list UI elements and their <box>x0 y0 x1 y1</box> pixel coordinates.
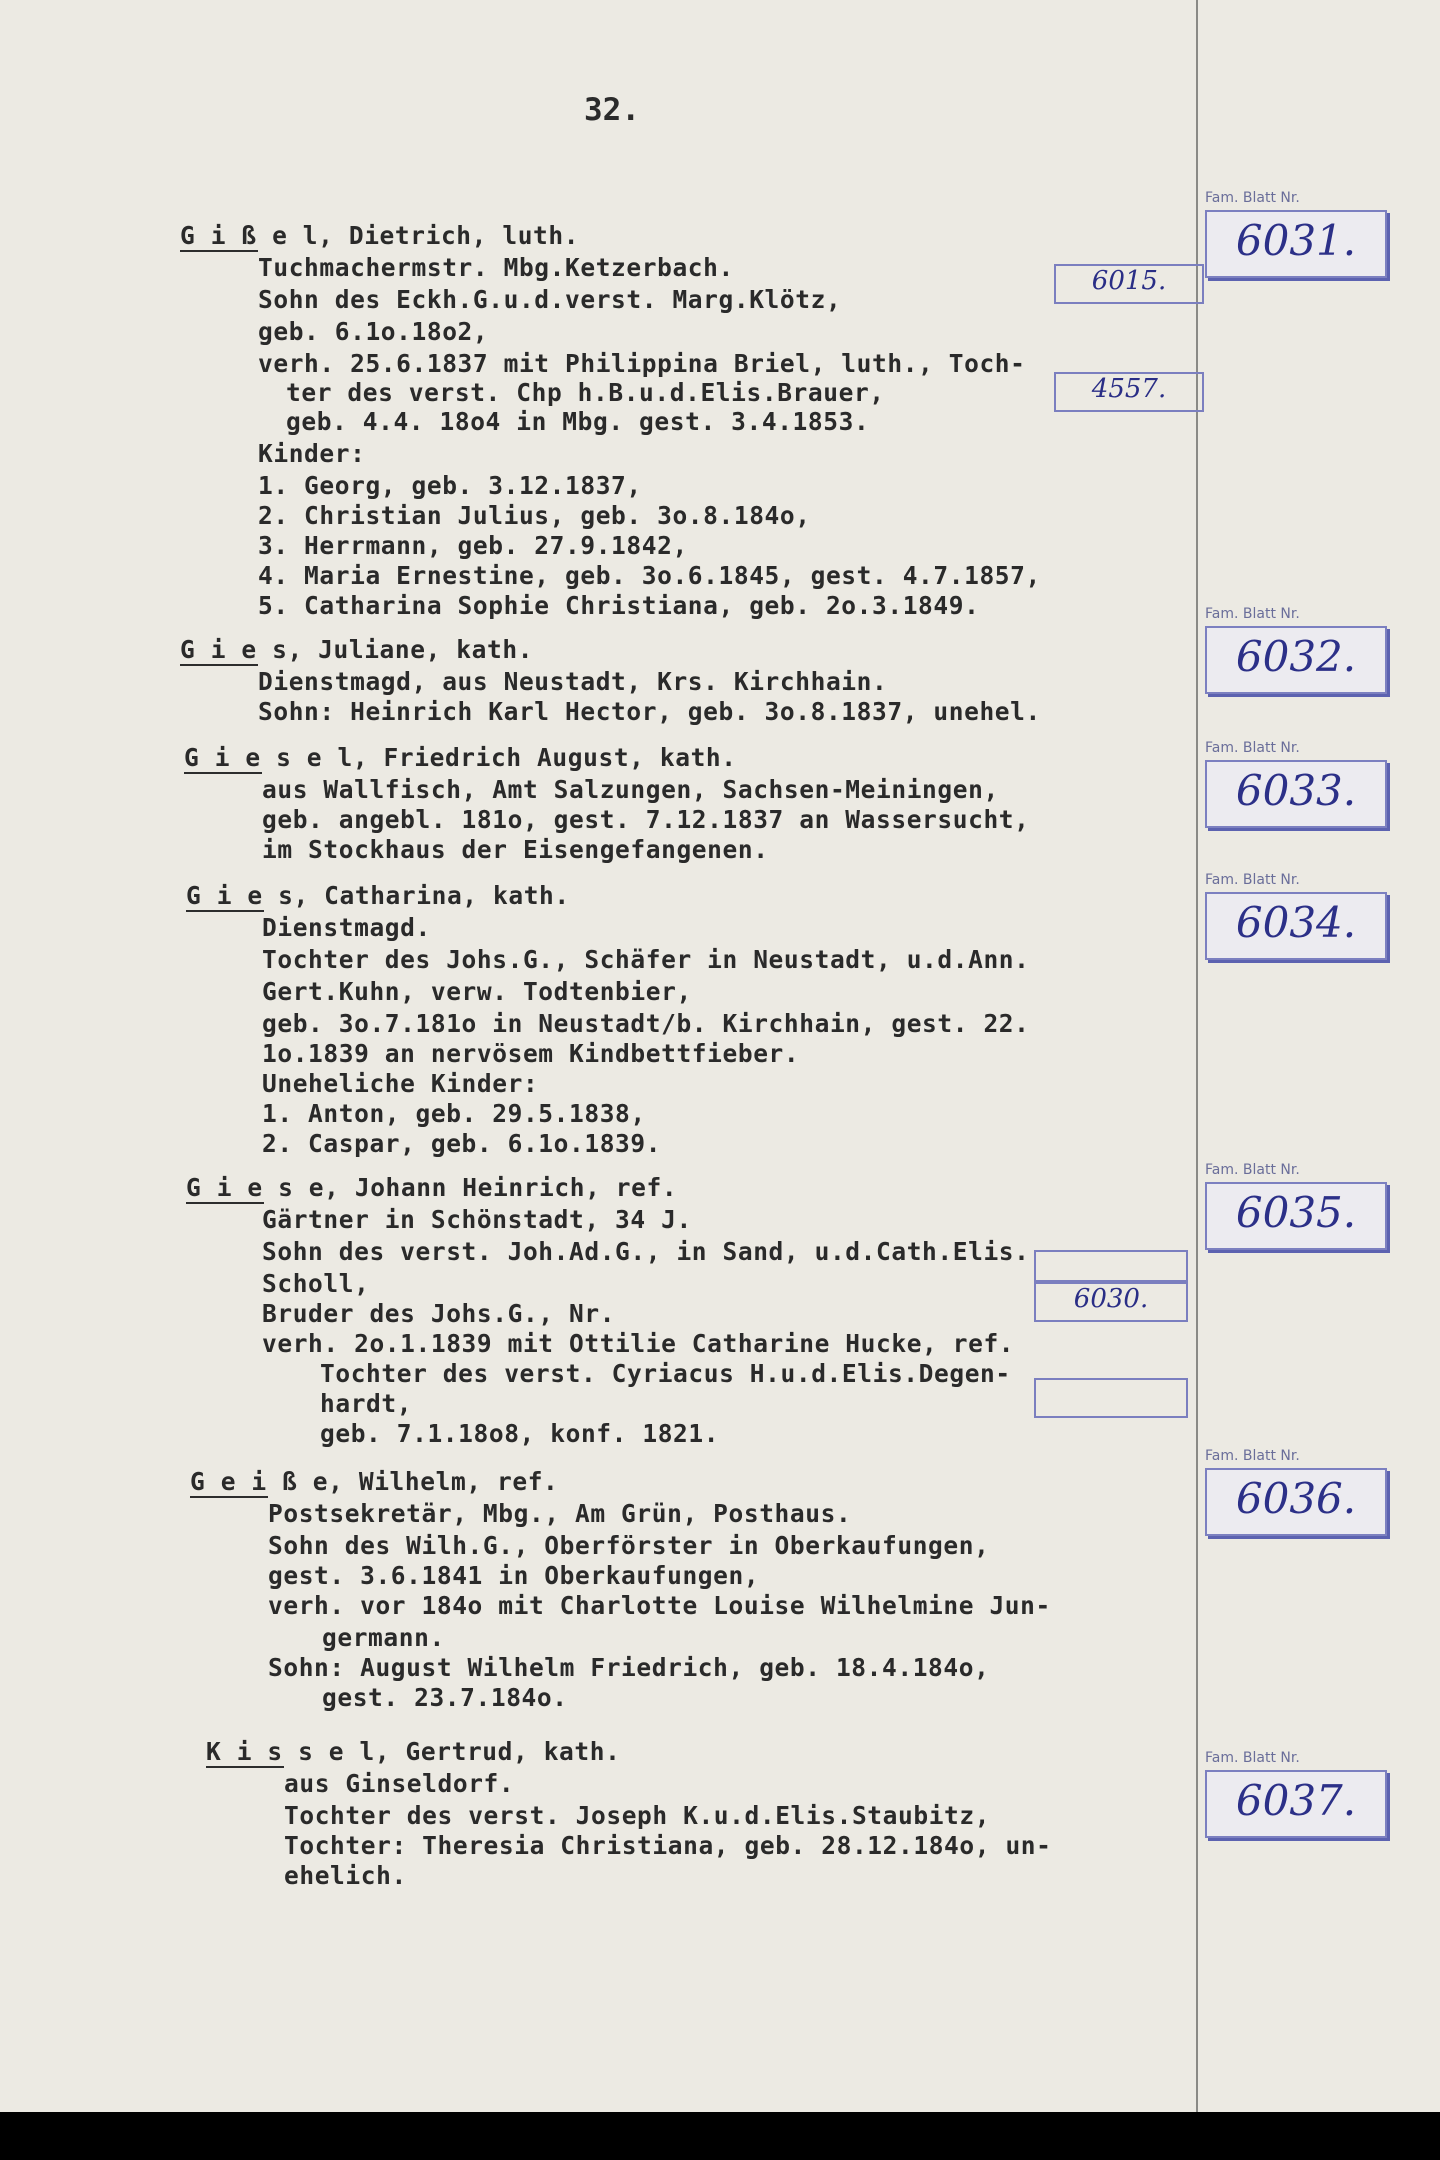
entry-line: 1. Georg, geb. 3.12.1837, <box>258 471 642 500</box>
entry-line: Scholl, <box>262 1269 370 1298</box>
fam-box <box>1205 1770 1387 1838</box>
cross-reference-box-empty <box>1034 1378 1188 1418</box>
entry-line: 4. Maria Ernestine, geb. 3o.6.1845, gest. 4.7.1857, <box>258 561 1041 590</box>
entry-heading <box>190 1467 559 1496</box>
surname-rule <box>180 250 258 252</box>
surname-rule <box>186 910 264 912</box>
entry-heading <box>186 1173 678 1202</box>
entry-line: Gärtner in Schönstadt, 34 J. <box>262 1205 692 1234</box>
entry-heading <box>206 1737 621 1766</box>
cross-reference-box: 6015. <box>1054 264 1204 304</box>
entry-surname: K i s s e l <box>206 1737 375 1766</box>
entry-heading-rest: , Juliane, kath. <box>287 635 534 664</box>
fam-label: Fam. Blatt Nr. <box>1205 1162 1300 1178</box>
entry-line: Tochter: Theresia Christiana, geb. 28.12.184o, un- <box>284 1831 1052 1860</box>
entry-heading-rest: , Gertrud, kath. <box>374 1737 621 1766</box>
entry-line: geb. 6.1o.18o2, <box>258 317 489 346</box>
surname-rule <box>180 664 258 666</box>
entry-heading <box>180 635 534 664</box>
entry-line: Sohn des Eckh.G.u.d.verst. Marg.Klötz, <box>258 285 842 314</box>
surname-rule <box>206 1766 284 1768</box>
surname-rule <box>186 1202 264 1204</box>
entry-line: geb. 3o.7.181o in Neustadt/b. Kirchhain, gest. 22. <box>262 1009 1030 1038</box>
fam-number: 6035. <box>1235 1188 1357 1237</box>
entry-line: verh. 2o.1.1839 mit Ottilie Catharine Hucke, ref. <box>262 1329 1015 1358</box>
entry-heading-rest: , Johann Heinrich, ref. <box>324 1173 678 1202</box>
fam-label: Fam. Blatt Nr. <box>1205 606 1300 622</box>
entry-line: Tochter des Johs.G., Schäfer in Neustadt, u.d.Ann. <box>262 945 1030 974</box>
page-number: 32. <box>584 92 640 128</box>
entry-surname: G i e s e <box>186 1173 325 1202</box>
entry-line: aus Ginseldorf. <box>284 1769 515 1798</box>
entry-line: 1. Anton, geb. 29.5.1838, <box>262 1099 646 1128</box>
entry-line: Sohn: Heinrich Karl Hector, geb. 3o.8.1837, unehel. <box>258 697 1041 726</box>
entry-line: Postsekretär, Mbg., Am Grün, Posthaus. <box>268 1499 852 1528</box>
fam-label: Fam. Blatt Nr. <box>1205 1448 1300 1464</box>
entry-surname: G i e s <box>186 881 294 910</box>
fam-box <box>1205 1182 1387 1250</box>
entry-line: Tochter des verst. Joseph K.u.d.Elis.Staubitz, <box>284 1801 991 1830</box>
entry-line: ter des verst. Chp h.B.u.d.Elis.Brauer, <box>286 378 885 407</box>
fam-box <box>1205 760 1387 828</box>
fam-label: Fam. Blatt Nr. <box>1205 1750 1300 1766</box>
entry-line: ehelich. <box>284 1861 407 1890</box>
entry-surname: G i e s e l <box>184 743 353 772</box>
entry-line: Uneheliche Kinder: <box>262 1069 539 1098</box>
entry-line: hardt, <box>320 1389 413 1418</box>
entry-line: Sohn des Wilh.G., Oberförster in Oberkaufungen, <box>268 1531 990 1560</box>
surname-rule <box>190 1496 268 1498</box>
entry-line: Sohn: August Wilhelm Friedrich, geb. 18.4.184o, <box>268 1653 990 1682</box>
entry-line: gest. 23.7.184o. <box>322 1683 568 1712</box>
cross-reference-box: 6030. <box>1034 1282 1188 1322</box>
entry-line: Tuchmachermstr. Mbg.Ketzerbach. <box>258 253 734 282</box>
entry-surname: G e i ß e <box>190 1467 329 1496</box>
entry-line: verh. 25.6.1837 mit Philippina Briel, luth., Toch- <box>258 349 1026 378</box>
entry-line: Gert.Kuhn, verw. Todtenbier, <box>262 977 692 1006</box>
entry-heading-rest: , Catharina, kath. <box>293 881 570 910</box>
entry-line: im Stockhaus der Eisengefangenen. <box>262 835 769 864</box>
entry-heading <box>186 881 570 910</box>
entry-line: 5. Catharina Sophie Christiana, geb. 2o.3.1849. <box>258 591 980 620</box>
entry-line: germann. <box>322 1623 445 1652</box>
margin-rule <box>1196 0 1198 2112</box>
fam-label: Fam. Blatt Nr. <box>1205 740 1300 756</box>
fam-label: Fam. Blatt Nr. <box>1205 872 1300 888</box>
entry-heading <box>184 743 737 772</box>
entry-line: Kinder: <box>258 439 366 468</box>
fam-number: 6037. <box>1235 1776 1357 1825</box>
entry-line: Tochter des verst. Cyriacus H.u.d.Elis.Degen- <box>320 1359 1011 1388</box>
entry-heading-rest: , Dietrich, luth. <box>318 221 580 250</box>
entry-line: 2. Caspar, geb. 6.1o.1839. <box>262 1129 662 1158</box>
entry-line: geb. 4.4. 18o4 in Mbg. gest. 3.4.1853. <box>286 407 870 436</box>
entry-line: Dienstmagd, aus Neustadt, Krs. Kirchhain. <box>258 667 888 696</box>
fam-number: 6034. <box>1235 898 1357 947</box>
cross-reference-box <box>1034 1250 1188 1282</box>
entry-heading-rest: , Friedrich August, kath. <box>352 743 737 772</box>
fam-number: 6033. <box>1235 766 1357 815</box>
entry-line: geb. angebl. 181o, gest. 7.12.1837 an Wassersucht, <box>262 805 1030 834</box>
entry-line: gest. 3.6.1841 in Oberkaufungen, <box>268 1561 760 1590</box>
cross-reference-box: 4557. <box>1054 372 1204 412</box>
entry-line: 1o.1839 an nervösem Kindbettfieber. <box>262 1039 800 1068</box>
entry-heading-rest: , Wilhelm, ref. <box>328 1467 559 1496</box>
fam-label: Fam. Blatt Nr. <box>1205 190 1300 206</box>
entry-line: 3. Herrmann, geb. 27.9.1842, <box>258 531 688 560</box>
fam-number: 6032. <box>1235 632 1357 681</box>
entry-line: aus Wallfisch, Amt Salzungen, Sachsen-Meiningen, <box>262 775 999 804</box>
surname-rule <box>184 772 262 774</box>
entry-line: geb. 7.1.18o8, konf. 1821. <box>320 1419 720 1448</box>
fam-box <box>1205 210 1387 278</box>
entry-heading <box>180 221 580 250</box>
fam-number: 6031. <box>1235 216 1357 265</box>
fam-box <box>1205 892 1387 960</box>
entry-surname: G i e s <box>180 635 288 664</box>
entry-line: Dienstmagd. <box>262 913 431 942</box>
entry-line: verh. vor 184o mit Charlotte Louise Wilhelmine Jun- <box>268 1591 1051 1620</box>
fam-number: 6036. <box>1235 1474 1357 1523</box>
fam-box <box>1205 1468 1387 1536</box>
entry-line: Bruder des Johs.G., Nr. <box>262 1299 616 1328</box>
entry-line: 2. Christian Julius, geb. 3o.8.184o, <box>258 501 811 530</box>
entry-line: Sohn des verst. Joh.Ad.G., in Sand, u.d.Cath.Elis. <box>262 1237 1030 1266</box>
fam-box <box>1205 626 1387 694</box>
entry-surname: G i ß e l <box>180 221 319 250</box>
